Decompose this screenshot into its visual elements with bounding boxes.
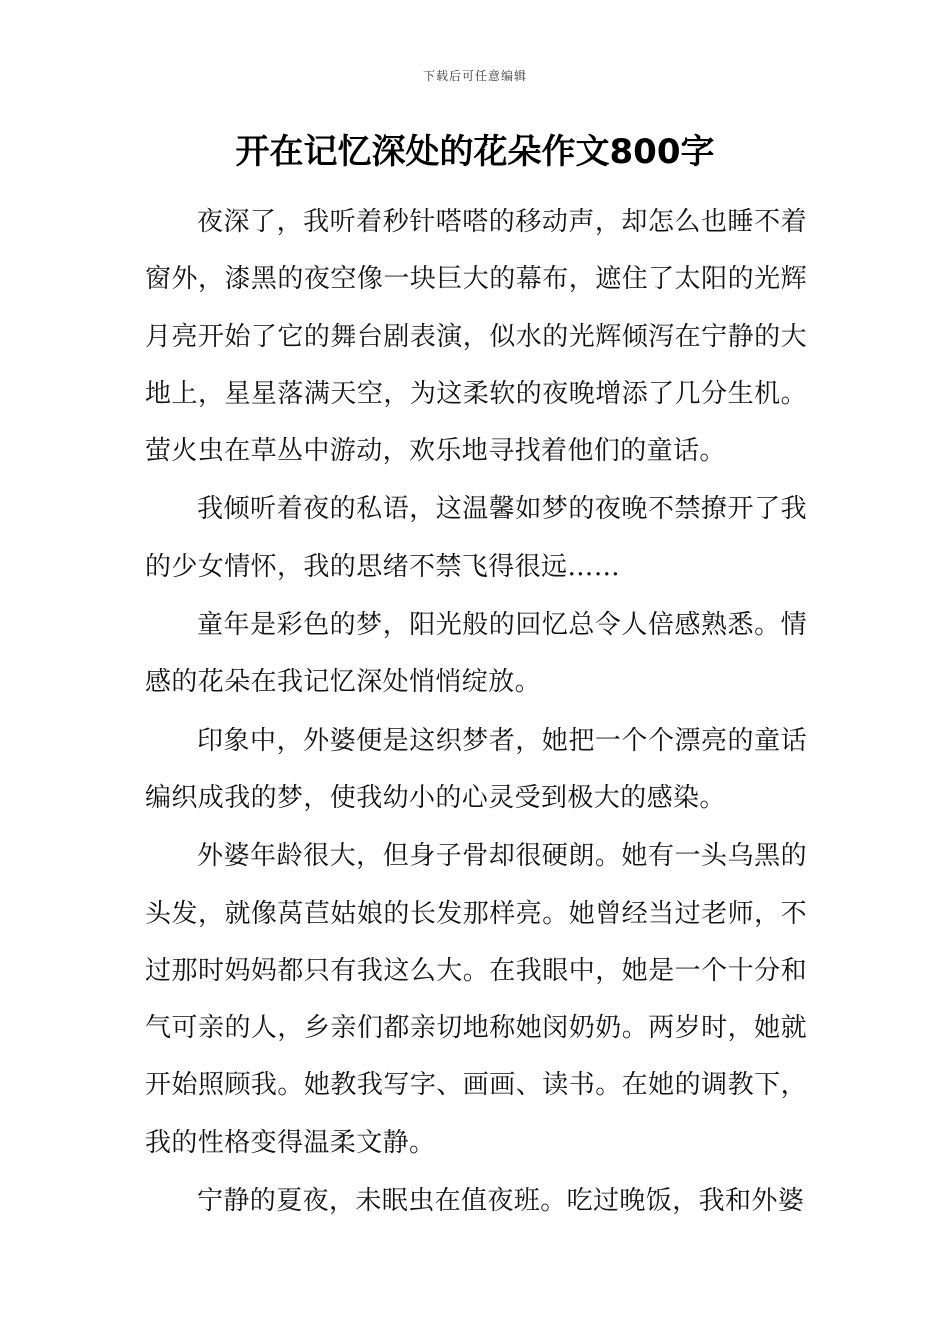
paragraph-5: 外婆年龄很大，但身子骨却很硬朗。她有一头乌黑的头发，就像莴苣姑娘的长发那样亮。她曾经当过老师，不过那时妈妈都只有我这么大。在我眼中，她是一个十分和气可亲的人，乡亲们都亲切地称她闵奶奶。两岁时，她就开始照顾我。她教我写字、画画、读书。在她的调教下，我的性格变得温柔文静。 — [145, 841, 807, 1158]
header-note: 下载后可任意编辑 — [422, 69, 527, 83]
paragraph-3: 童年是彩色的梦，阳光般的回忆总令人倍感熟悉。情感的花朵在我记忆深处悄悄绽放。 — [145, 610, 807, 698]
paragraph-2: 我倾听着夜的私语，这温馨如梦的夜晚不禁撩开了我的少女情怀，我的思绪不禁飞得很远…… — [145, 494, 807, 582]
paragraph-4: 印象中，外婆便是这织梦者，她把一个个漂亮的童话编织成我的梦，使我幼小的心灵受到极大的感染。 — [145, 725, 807, 813]
paragraph-1: 夜深了，我听着秒针嗒嗒的移动声，却怎么也睡不着窗外，漆黑的夜空像一块巨大的幕布，遮住了太阳的光辉月亮开始了它的舞台剧表演，似水的光辉倾泻在宁静的大地上，星星落满天空，为这柔软的夜晚增添了几分生机。萤火虫在草丛中游动，欢乐地寻找着他们的童话。 — [145, 207, 807, 467]
document-title: 开在记忆深处的花朵作文800字 — [235, 132, 715, 172]
document-body — [145, 194, 807, 1231]
paragraph-6: 宁静的夏夜，未眠虫在值夜班。吃过晚饭，我和外婆 — [197, 1186, 805, 1217]
